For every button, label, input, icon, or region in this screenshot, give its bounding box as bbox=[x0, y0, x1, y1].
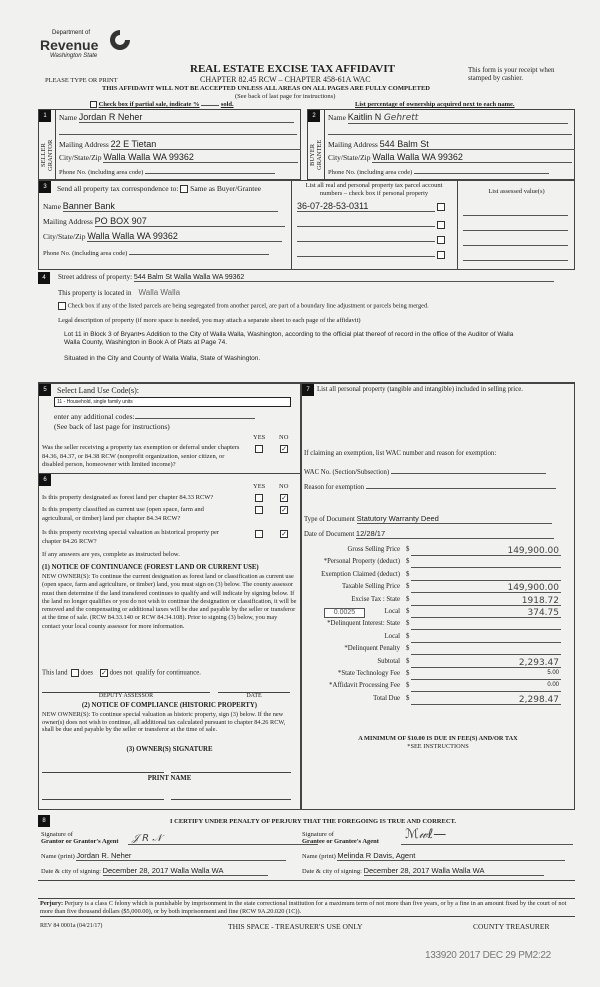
financial-label: *Delinquent Penalty bbox=[344, 645, 400, 653]
send-label: Send all property tax correspondence to: bbox=[57, 184, 179, 193]
legal-situated: Situated in the City and County of Walla Walla, State of Washington. bbox=[64, 355, 261, 362]
financial-value-field[interactable]: 149,900.00 bbox=[411, 546, 561, 556]
parcel-field[interactable] bbox=[297, 231, 435, 242]
financial-value-field[interactable] bbox=[411, 633, 561, 643]
doc-type-field[interactable]: Statutory Warranty Deed bbox=[357, 514, 552, 524]
seller-section bbox=[38, 109, 301, 180]
county-treasurer: COUNTY TREASURER bbox=[473, 922, 550, 931]
financial-value-field[interactable] bbox=[411, 645, 561, 655]
name-print-label: Name (print) bbox=[302, 853, 336, 860]
grantor-name-field[interactable]: Jordan R. Neher bbox=[76, 851, 286, 861]
assessed-header: List assessed value(s) bbox=[488, 188, 545, 195]
date-city-label: Date & city of signing: bbox=[41, 868, 101, 875]
grantee-agent-label: Grantee or Grantee's Agent bbox=[302, 838, 379, 845]
historic-no-checkbox[interactable]: ✓ bbox=[281, 530, 287, 538]
currency-symbol: $ bbox=[406, 558, 410, 566]
city-label: City/State/Zip bbox=[59, 153, 102, 162]
assessed-value-field[interactable] bbox=[463, 218, 568, 231]
grantor-agent-label: Grantor or Grantor's Agent bbox=[41, 838, 119, 845]
grantor-date-field[interactable]: December 28, 2017 Walla Walla WA bbox=[103, 866, 268, 876]
financial-value-field[interactable] bbox=[411, 620, 561, 630]
parcel-header: List all real and personal property tax parcel account numbers – check box if personal property bbox=[305, 182, 443, 197]
section-number: 2 bbox=[308, 110, 320, 122]
currency-symbol: $ bbox=[406, 583, 410, 591]
additional-codes-label: enter any additional codes: bbox=[54, 412, 135, 421]
financial-row bbox=[302, 670, 572, 682]
seller-address-field[interactable]: 22 E Tietan bbox=[111, 139, 301, 150]
currency-symbol: $ bbox=[406, 595, 410, 603]
doc-type-label: Type of Document bbox=[304, 516, 355, 523]
doc-date-field[interactable]: 12/28/17 bbox=[356, 529, 554, 539]
treasurer-stamp: 133920 2017 DEC 29 PM2:22 bbox=[425, 950, 551, 961]
certify-statement: I CERTIFY UNDER PENALTY OF PERJURY THAT THE FOREGOING IS TRUE AND CORRECT. bbox=[170, 818, 457, 825]
phone-label: Phone No. (including area code) bbox=[328, 169, 413, 176]
logo-revenue: Revenue bbox=[40, 37, 99, 53]
financial-row bbox=[302, 633, 572, 645]
yes-header: YES bbox=[253, 483, 266, 490]
financial-row bbox=[302, 596, 572, 608]
phone-label: Phone No. (including area code) bbox=[43, 250, 128, 257]
currency-symbol: $ bbox=[406, 645, 410, 653]
yes-header: YES bbox=[253, 434, 266, 441]
financial-row bbox=[302, 558, 572, 570]
perjury-notice bbox=[40, 900, 575, 917]
personal-property-checkbox[interactable] bbox=[437, 251, 445, 259]
doc-date-label: Date of Document bbox=[304, 531, 355, 538]
personal-property-checkbox[interactable] bbox=[437, 221, 445, 229]
currency-symbol: $ bbox=[406, 546, 410, 553]
parcel-field[interactable] bbox=[297, 246, 435, 257]
located-label: This property is located in bbox=[58, 289, 132, 297]
segregated-label: Check box if any of the listed parcels are being segregated from another parcel, are part of a boundary line adjustment or parcels being merged. bbox=[67, 302, 429, 310]
see-back-instructions: (See back of last page for instructions) bbox=[54, 422, 170, 431]
no-header: NO bbox=[279, 434, 289, 441]
forest-no-checkbox[interactable]: ✓ bbox=[281, 494, 287, 502]
signature-section bbox=[38, 815, 575, 899]
wac-label: WAC No. (Section/Subsection) bbox=[304, 469, 390, 476]
financial-value-field[interactable]: 2,298.47 bbox=[411, 695, 561, 705]
deputy-assessor-line[interactable] bbox=[42, 692, 210, 699]
name-label: Name bbox=[328, 113, 346, 122]
forest-land-question: Is this property designated as forest land per chapter 84.33 RCW? bbox=[42, 494, 214, 501]
owner-signature-line[interactable] bbox=[42, 772, 164, 773]
phone-label: Phone No. (including area code) bbox=[59, 169, 144, 176]
buyer-address-field[interactable]: 544 Balm St bbox=[380, 139, 575, 150]
section-number: 4 bbox=[38, 272, 50, 284]
current-use-yes-checkbox[interactable] bbox=[255, 506, 263, 514]
financial-label: Local bbox=[384, 632, 400, 640]
warning: THIS AFFIDAVIT WILL NOT BE ACCEPTED UNLESS ALL AREAS ON ALL PAGES ARE FULLY COMPLETED bbox=[102, 85, 430, 92]
financial-label: *Personal Property (deduct) bbox=[323, 558, 400, 566]
section-number: 6 bbox=[39, 474, 51, 486]
historic-yes-checkbox[interactable] bbox=[255, 530, 263, 538]
financial-row bbox=[302, 583, 572, 595]
grantor-signature[interactable]: 𝒥 R 𝒩 bbox=[128, 833, 318, 845]
form-chapter: CHAPTER 82.45 RCW – CHAPTER 458-61A WAC bbox=[200, 75, 371, 84]
section-number: 7 bbox=[302, 384, 314, 396]
partial-sale-checkbox[interactable] bbox=[90, 101, 97, 108]
wac-field[interactable] bbox=[391, 466, 546, 474]
form-revision: REV 84 0001a (04/21/17) bbox=[40, 923, 103, 929]
buyer-name-typed: Kaitlin N bbox=[347, 112, 382, 122]
date-label: DATE bbox=[246, 693, 262, 699]
financial-label: Exemption Claimed (deduct) bbox=[321, 570, 400, 578]
compliance-text: NEW OWNER(S): To continue special valuation as historic property, sign (3) below. If the new owner(s) does not wish to continue, all additional tax calculated pursuant to chapter 84.26 RCW, shall be due and payable by the seller or transferor at the time of sale. bbox=[42, 711, 286, 733]
does-not-qualify-checkbox[interactable]: ✓ bbox=[100, 669, 107, 677]
section-number: 3 bbox=[39, 181, 51, 193]
owner-signature-title: (3) OWNER(S) SIGNATURE bbox=[126, 746, 213, 753]
financial-label: Excise Tax : State bbox=[351, 595, 400, 603]
currency-symbol: $ bbox=[406, 670, 410, 677]
financial-row bbox=[302, 620, 572, 632]
treasurer-use-only: THIS SPACE - TREASURER'S USE ONLY bbox=[228, 922, 363, 931]
financial-row bbox=[302, 682, 572, 694]
seller-name-line2[interactable] bbox=[59, 125, 297, 135]
minimum-note: A MINIMUM OF $10.00 IS DUE IN FEE(S) AND/OR TAX bbox=[358, 735, 518, 742]
legal-label: Legal description of property (if more space is needed, you may attach a separate sheet to each page of the affidavit) bbox=[58, 317, 361, 324]
assessed-value-field[interactable] bbox=[463, 233, 568, 246]
buyer-city-field[interactable]: Walla Walla WA 99362 bbox=[372, 152, 572, 163]
buyer-phone-field[interactable] bbox=[414, 166, 549, 174]
financial-value-field[interactable]: 149,900.00 bbox=[411, 583, 561, 593]
logo-state: Washington State bbox=[50, 53, 98, 59]
financial-row bbox=[302, 695, 572, 707]
seller-grantor-label: SELLER GRANTOR bbox=[40, 139, 54, 171]
partial-percent-field[interactable] bbox=[201, 105, 219, 106]
print-name-title: PRINT NAME bbox=[147, 775, 192, 782]
grantee-signature[interactable]: ℳ𝓌ℓ— bbox=[401, 827, 573, 845]
addr-label: Mailing Address bbox=[43, 217, 93, 226]
exemption-no-checkbox[interactable]: ✓ bbox=[281, 445, 287, 453]
same-as-buyer-label: Same as Buyer/Grantee bbox=[190, 184, 261, 193]
city-label: City/State/Zip bbox=[43, 232, 86, 241]
exemption-label: If claiming an exemption, list WAC number and reason for exemption: bbox=[304, 450, 497, 457]
seller-city-field[interactable]: Walla Walla WA 99362 bbox=[103, 152, 298, 163]
parcel-field[interactable] bbox=[297, 216, 435, 227]
tax-name-field[interactable]: Banner Bank bbox=[63, 201, 278, 212]
receipt-note: This form is your receipt when stamped by cashier. bbox=[468, 66, 555, 82]
street-label: Street address of property: bbox=[58, 273, 133, 281]
financial-value-field[interactable]: 2,293.47 bbox=[411, 658, 561, 668]
buyer-name-line2[interactable] bbox=[328, 125, 572, 135]
buyer-name-handwritten: Gehrett bbox=[383, 113, 419, 123]
name-label: Name bbox=[59, 113, 77, 122]
financial-label: *State Technology Fee bbox=[337, 670, 400, 677]
financial-row bbox=[302, 645, 572, 657]
signature-of-label: Signature of bbox=[302, 831, 334, 838]
financial-label: Total Due bbox=[373, 694, 400, 702]
dor-logo bbox=[40, 28, 140, 64]
street-address-field[interactable]: 544 Balm St Walla Walla WA 99362 bbox=[134, 274, 554, 282]
historic-question: Is this property receiving special valuation as historical property per chapter 84.26 RCW? bbox=[42, 529, 220, 545]
legal-description: Lot 11 in Block 3 of Bryant•s Addition to the City of Walla Walla, Washington, according to the official plat thereof of record in the office of the Auditor of Walla Walla County, Washington in Book A of Plats at Page 74. bbox=[64, 331, 514, 346]
land-use-section bbox=[38, 382, 301, 810]
same-as-buyer-checkbox[interactable] bbox=[180, 185, 188, 193]
buyer-grantee-label: BUYER GRANTEE bbox=[309, 139, 323, 171]
financial-label: *Delinquent Interest: State bbox=[327, 620, 400, 628]
print-name-line[interactable] bbox=[42, 799, 164, 800]
financial-value-field[interactable]: 5.00 bbox=[411, 670, 561, 680]
sold-label: sold. bbox=[220, 101, 234, 108]
select-land-use-label: Select Land Use Code(s): bbox=[57, 386, 139, 395]
see-back: (See back of last page for instructions) bbox=[235, 93, 336, 100]
personal-property-checkbox[interactable] bbox=[437, 236, 445, 244]
please-type: PLEASE TYPE OR PRINT bbox=[45, 77, 118, 84]
see-instructions: *SEE INSTRUCTIONS bbox=[407, 743, 469, 750]
grantee-date-field[interactable]: December 28, 2017 Walla Walla WA bbox=[364, 866, 544, 876]
addr-label: Mailing Address bbox=[328, 140, 378, 149]
city-label: City/State/Zip bbox=[328, 153, 371, 162]
buyer-section bbox=[307, 109, 575, 180]
currency-symbol: $ bbox=[406, 694, 410, 702]
tax-city-field[interactable]: Walla Walla WA 99362 bbox=[87, 231, 282, 242]
perjury-label: Perjury: bbox=[40, 900, 64, 907]
section-number: 1 bbox=[39, 110, 51, 122]
this-land-label: This land bbox=[42, 669, 68, 677]
financial-label: Local bbox=[384, 608, 400, 615]
ownership-note: List percentage of ownership acquired next to each name. bbox=[355, 101, 515, 108]
tax-phone-field[interactable] bbox=[129, 247, 269, 255]
reason-label: Reason for exemption bbox=[304, 484, 365, 491]
exemption-question: Was the seller receiving a property tax exemption or deferral under chapters 84.36, 84.37, or 84.38 RCW (nonprofit organization, senior citizen, or disabled person, homeowner with limited income)? bbox=[42, 444, 240, 468]
financial-label: Gross Selling Price bbox=[347, 546, 400, 553]
if-yes-note: If any answers are yes, complete as instructed below. bbox=[42, 551, 180, 558]
currency-symbol: $ bbox=[406, 682, 410, 690]
financials-list bbox=[302, 546, 576, 711]
owner-signature-line-2[interactable] bbox=[171, 772, 291, 773]
seller-name-field[interactable]: Jordan R Neher bbox=[79, 112, 294, 123]
assessor-date-line[interactable] bbox=[218, 692, 290, 699]
financial-value-field[interactable] bbox=[411, 558, 561, 568]
currency-symbol: $ bbox=[406, 570, 410, 578]
logo-dept: Department of bbox=[52, 30, 91, 36]
financial-value-field[interactable] bbox=[411, 571, 561, 581]
date-city-label: Date & city of signing: bbox=[302, 868, 362, 875]
segregated-checkbox[interactable] bbox=[58, 302, 66, 310]
qualify-label: qualify for continuance. bbox=[135, 669, 201, 677]
reason-field[interactable] bbox=[366, 481, 556, 489]
perjury-text: Perjury is a class C felony which is punishable by imprisonment in the state correctional institution for a maximum term of not more than five years, or by a fine in an amount fixed by the court of not more than five thousand dollars ($5,000.00), or by both imprisonment and fine (RCW 9A.20.020 (1C)). bbox=[40, 900, 567, 915]
forest-yes-checkbox[interactable] bbox=[255, 494, 263, 502]
local-rate-field[interactable]: 0.0025 bbox=[324, 608, 365, 618]
compliance-title: (2) NOTICE OF COMPLIANCE (HISTORIC PROPERTY) bbox=[81, 702, 258, 709]
name-print-label: Name (print) bbox=[41, 853, 75, 860]
partial-sale-label: Check box if partial sale, indicate % bbox=[98, 101, 200, 108]
financial-row bbox=[302, 546, 572, 558]
land-use-code-select[interactable]: 11 - Household, single family units bbox=[54, 397, 291, 407]
name-label: Name bbox=[43, 202, 61, 211]
buyer-name-field[interactable] bbox=[348, 112, 568, 124]
grantee-name-field[interactable]: Melinda R Davis, Agent bbox=[337, 851, 565, 861]
personal-property-checkbox[interactable] bbox=[437, 203, 445, 211]
currency-symbol: $ bbox=[406, 620, 410, 628]
section-number: 5 bbox=[39, 384, 51, 396]
does-qualify-checkbox[interactable] bbox=[71, 669, 79, 677]
financial-label: *Affidavit Processing Fee bbox=[329, 682, 400, 690]
additional-codes-field[interactable] bbox=[135, 410, 255, 419]
no-header: NO bbox=[279, 483, 289, 490]
deputy-assessor-label: DEPUTY ASSESSOR bbox=[98, 693, 154, 699]
financial-row bbox=[302, 658, 572, 670]
personal-property-label: List all personal property (tangible and intangible) included in selling price. bbox=[317, 386, 523, 393]
personal-property-section bbox=[301, 382, 575, 810]
financial-value-field[interactable]: 0.00 bbox=[411, 682, 561, 692]
financial-value-field[interactable]: 374.75 bbox=[411, 608, 561, 618]
currency-symbol: $ bbox=[406, 608, 410, 615]
does-label: does bbox=[80, 669, 94, 677]
parcel-field[interactable]: 36-07-28-53-0311 bbox=[297, 201, 435, 212]
current-use-no-checkbox[interactable]: ✓ bbox=[281, 506, 287, 514]
print-name-line-2[interactable] bbox=[171, 799, 291, 800]
continuance-title: (1) NOTICE OF CONTINUANCE (FOREST LAND OR CURRENT USE) bbox=[42, 564, 259, 571]
does-not-label: does not bbox=[109, 669, 133, 677]
currency-symbol: $ bbox=[406, 657, 410, 665]
financial-label: Taxable Selling Price bbox=[341, 583, 400, 591]
seller-phone-field[interactable] bbox=[145, 166, 275, 174]
located-in-field[interactable]: Walla Walla bbox=[138, 288, 181, 297]
assessed-value-field[interactable] bbox=[463, 203, 568, 216]
tax-correspondence-section bbox=[38, 180, 575, 270]
assessed-value-field[interactable] bbox=[463, 248, 568, 261]
current-use-question: Is this property classified as current use (open space, farm and agricultural, or timber) land per chapter 84.34 RCW? bbox=[42, 506, 204, 522]
financial-value-field[interactable]: 1918.72 bbox=[411, 596, 561, 606]
currency-symbol: $ bbox=[406, 632, 410, 640]
continuance-text: NEW OWNER(S): To continue the current designation as forest land or classification as current use (open space, farm and agriculture, or timber) land, you must sign on (3) below. The county assessor must then determine if the land transfered continues to qualify and will indicate by signing below. If the land no longer qualifies or you do not wish to continue the designation or classification, it will be removed and the compensating or additional taxes will be due and payable by the seller or transferor at the time of sale. (RCW 84.33.140 or RCW 84.34.108). Prior to signing (3) below, you may contact your local county assessor for more information. bbox=[42, 573, 297, 630]
financial-row bbox=[302, 571, 572, 583]
tax-address-field[interactable]: PO BOX 907 bbox=[95, 216, 285, 227]
signature-of-label: Signature of bbox=[41, 831, 73, 838]
logo-swirl-icon bbox=[108, 28, 132, 52]
addr-label: Mailing Address bbox=[59, 140, 109, 149]
exemption-yes-checkbox[interactable] bbox=[255, 445, 263, 453]
form-title: REAL ESTATE EXCISE TAX AFFIDAVIT bbox=[190, 63, 395, 75]
financial-label: Subtotal bbox=[377, 657, 400, 665]
section-number: 8 bbox=[38, 815, 50, 827]
